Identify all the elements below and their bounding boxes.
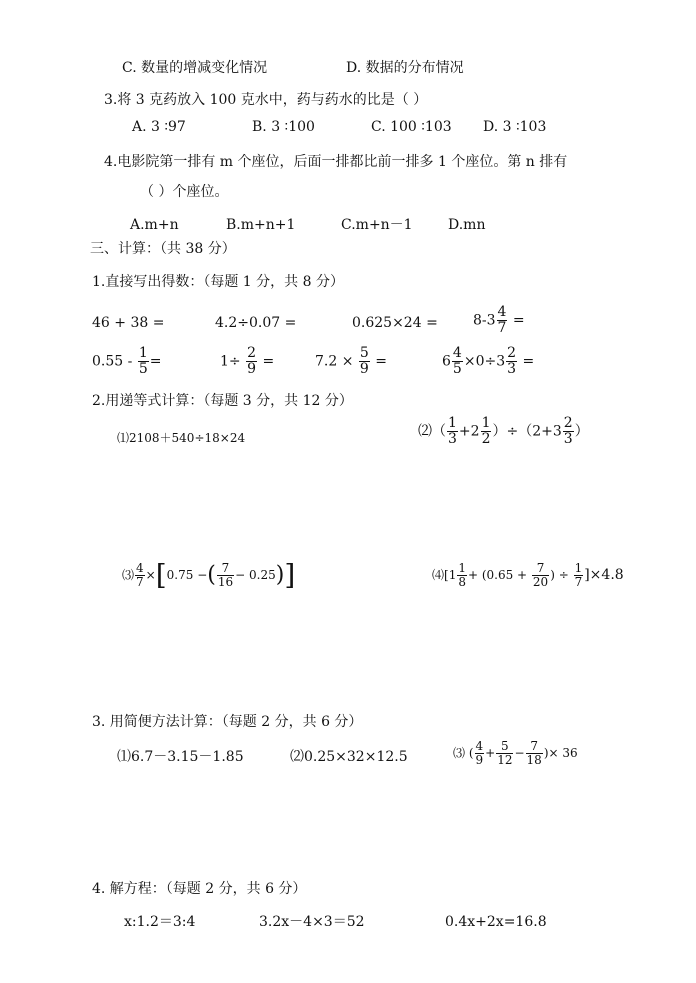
q2-option-c: C. 数量的增减变化情况 xyxy=(122,60,268,76)
fraction: $\frac{7}{18}$ xyxy=(526,739,542,767)
fraction: $\frac{4}{7}$ xyxy=(497,304,507,336)
q3-option-b: B. 3 ∶100 xyxy=(252,119,315,135)
equation-1: x:1.2＝3:4 xyxy=(124,914,196,930)
calc-item-6: 1÷ $\frac{2}{9}$ = xyxy=(220,345,275,377)
q4-option-c: C.m+n－1 xyxy=(341,217,413,233)
part2-title: 2.用递等式计算：（每题 3 分，共 12 分） xyxy=(92,393,353,409)
fraction: $\frac{7}{20}$ xyxy=(532,561,549,589)
q4-option-a: A.m+n xyxy=(130,217,179,233)
fraction: $\frac{2}{3}$ xyxy=(507,345,517,377)
step-problem-3: ⑶ $\frac{4}{7}$ ×[0.75 −( $\frac{7}{16}$ − 0.25)] xyxy=(122,558,296,592)
calc-item-5: 0.55 - $\frac{1}{5}$ = xyxy=(92,345,162,377)
fraction: $\frac{5}{9}$ xyxy=(359,345,369,377)
section-title: 三、计算：（共 38 分） xyxy=(90,241,236,257)
calc-item-1: 46 + 38 = xyxy=(92,315,165,331)
fraction: $\frac{1}{2}$ xyxy=(481,415,491,447)
equation-2: 3.2x－4×3＝52 xyxy=(259,914,365,930)
fraction: $\frac{2}{9}$ xyxy=(247,345,257,377)
fraction: $\frac{1}{3}$ xyxy=(448,415,457,447)
q3-option-a: A. 3 ∶97 xyxy=(132,119,186,135)
fraction: $\frac{5}{12}$ xyxy=(497,739,513,767)
step-problem-2: ⑵（ $\frac{1}{3}$ +2 $\frac{1}{2}$ ）÷（2+3 $\frac{2}{3}$ ） xyxy=(418,415,589,447)
simple-problem-1: ⑴6.7－3.15－1.85 xyxy=(117,749,244,765)
calc-item-7: 7.2 × $\frac{5}{9}$ = xyxy=(315,345,388,377)
q3-option-d: D. 3 ∶103 xyxy=(483,119,547,135)
equation-3: 0.4x+2x=16.8 xyxy=(445,914,547,930)
q3-stem: 3.将 3 克药放入 100 克水中，药与药水的比是（ ） xyxy=(104,92,428,108)
fraction: $\frac{1}{5}$ xyxy=(138,345,148,377)
part1-title: 1.直接写出得数：（每题 1 分，共 8 分） xyxy=(92,274,344,290)
fraction: $\frac{4}{5}$ xyxy=(452,345,462,377)
fraction: $\frac{7}{16}$ xyxy=(217,561,234,589)
calc-item-3: 0.625×24 = xyxy=(352,315,438,331)
fraction: $\frac{1}{8}$ xyxy=(458,561,466,589)
q2-option-d: D. 数据的分布情况 xyxy=(346,60,464,76)
calc-item-8: 6 $\frac{4}{5}$ ×0÷3 $\frac{2}{3}$ = xyxy=(442,345,535,377)
fraction: $\frac{4}{9}$ xyxy=(475,739,484,767)
q4-option-d: D.mn xyxy=(448,217,486,233)
part4-title: 4. 解方程：（每题 2 分，共 6 分） xyxy=(92,881,307,897)
fraction: $\frac{4}{7}$ xyxy=(136,561,144,589)
step-problem-1: ⑴2108＋540÷18×24 xyxy=(117,431,246,445)
q4-blank: （ ）个座位。 xyxy=(140,184,229,200)
simple-problem-2: ⑵0.25×32×12.5 xyxy=(290,749,408,765)
calc-item-4: 8-3 $\frac{4}{7}$ = xyxy=(473,304,525,336)
step-problem-4: ⑷[1 $\frac{1}{8}$ + (0.65 + $\frac{7}{20}$ ) ÷ $\frac{1}{7}$ ]×4.8 xyxy=(432,561,624,589)
part3-title: 3. 用简便方法计算：（每题 2 分，共 6 分） xyxy=(92,714,363,730)
fraction: $\frac{1}{7}$ xyxy=(574,561,583,589)
q4-stem: 4.电影院第一排有 m 个座位，后面一排都比前一排多 1 个座位。第 n 排有 xyxy=(104,154,568,170)
q3-option-c: C. 100 ∶103 xyxy=(371,119,452,135)
fraction: $\frac{2}{3}$ xyxy=(563,415,573,447)
calc-item-2: 4.2÷0.07 = xyxy=(215,315,297,331)
simple-problem-3: ⑶ ( $\frac{4}{9}$ + $\frac{5}{12}$ − $\frac{7}{18}$ )× 36 xyxy=(453,739,578,767)
q4-option-b: B.m+n+1 xyxy=(226,217,296,233)
